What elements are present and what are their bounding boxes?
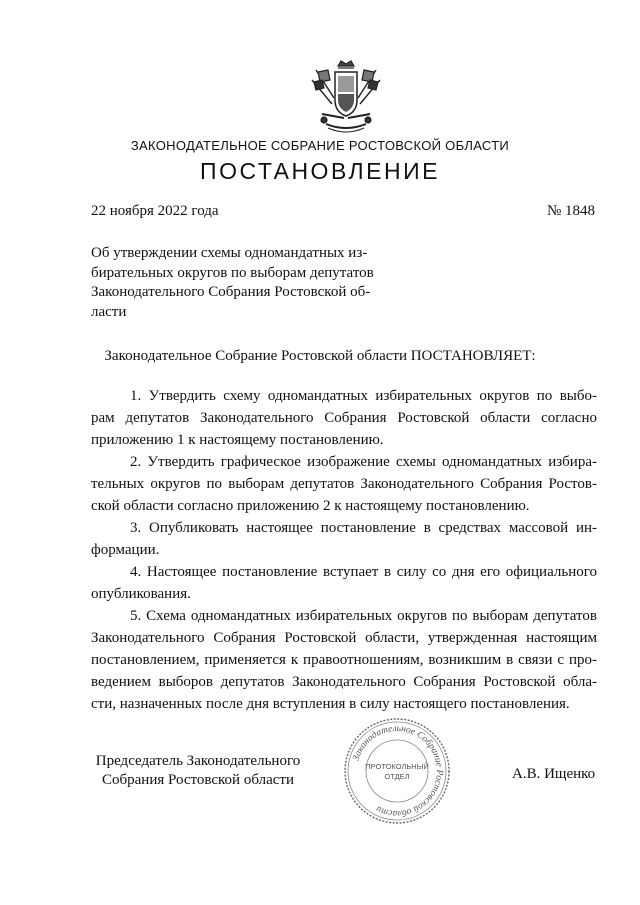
subject-line: Об утверждении схемы одномандатных из- [91,245,368,261]
document-type-heading: ПОСТАНОВЛЕНИЕ [200,158,440,184]
body-line: тельных округов по выборам депутатов Законодательного Собрания Ростов- [91,476,597,492]
subject-line: бирательных округов по выборам депутатов [91,264,374,281]
preamble: Законодательное Собрание Ростовской области ПОСТАНОВЛЯЕТ: [104,348,536,364]
document-date: 22 ноября 2022 года [91,203,219,219]
body-line: 5. Схема одномандатных избирательных округов по выборам депутатов [130,608,597,624]
body-line: сти, назначенных после дня вступления в силу настоящего постановления. [91,696,570,712]
body-line: рам депутатов Законодательного Собрания Ростовской области согласно [91,410,597,426]
signatory-title-line: Председатель Законодательного [95,753,301,769]
body-line: 2. Утвердить графическое изображение схемы одномандатных избира- [130,454,597,470]
body-line: 4. Настоящее постановление вступает в силу со дня его официального [130,564,597,580]
coat-of-arms-icon [308,58,384,134]
body-line: 3. Опубликовать настоящее постановление в средствах массовой ин- [130,520,597,536]
body-line: опубликования. [91,586,191,602]
stamp-center-line: ОТДЕЛ [384,772,410,781]
body-line: ской области согласно приложению 2 к настоящему постановлению. [91,498,530,514]
subject-line: ласти [91,303,127,320]
resolution-body [91,385,597,715]
document-number: № 1848 [546,203,595,219]
body-line: приложению 1 к настоящему постановлению. [91,432,384,448]
document-subject [91,244,383,322]
stamp-ring-text: Законодательное Собрание Ростовской области [351,723,445,819]
body-line: Законодательного Собрания Ростовской области, утвержденная настоящим [91,630,597,646]
signatory-title [88,752,308,790]
stamp-center-line: ПРОТОКОЛЬНЫЙ [365,762,429,771]
body-line: формации. [91,542,160,558]
body-line: постановлением, применяется к правоотношениям, возникшим в связи с про- [91,652,597,668]
signatory-name: А.В. Ищенко [512,766,596,782]
signatory-title-line: Собрания Ростовской области [102,772,294,788]
subject-line: Законодательного Собрания Ростовской об- [91,284,371,300]
organization-title: ЗАКОНОДАТЕЛЬНОЕ СОБРАНИЕ РОСТОВСКОЙ ОБЛАСТИ [130,138,510,153]
body-line: 1. Утвердить схему одномандатных избирательных округов по выбо- [130,388,597,404]
body-line: ведением выборов депутатов Законодательного Собрания Ростовской обла- [91,674,597,690]
official-stamp [342,716,452,826]
